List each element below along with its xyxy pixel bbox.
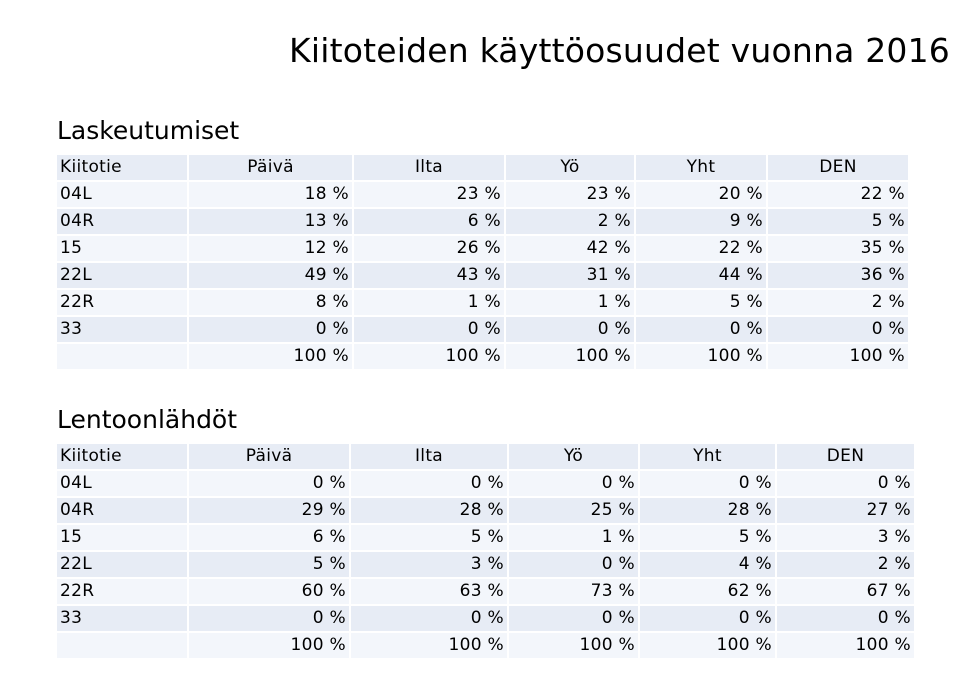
runway-cell: 15 (57, 525, 187, 552)
column-header: Yö (506, 155, 634, 182)
share-cell: 2 % (777, 552, 914, 579)
share-cell: 100 % (640, 633, 775, 660)
runway-cell: 33 (57, 317, 187, 344)
share-cell: 5 % (351, 525, 507, 552)
share-cell: 0 % (509, 606, 638, 633)
page-title: Kiitoteiden käyttöosuudet vuonna 2016 (289, 31, 950, 70)
runway-cell: 22R (57, 579, 187, 606)
share-cell: 100 % (636, 344, 766, 371)
share-cell: 0 % (768, 317, 908, 344)
share-cell: 0 % (189, 317, 352, 344)
share-cell: 100 % (768, 344, 908, 371)
share-cell: 25 % (509, 498, 638, 525)
share-cell: 100 % (506, 344, 634, 371)
share-cell: 0 % (640, 606, 775, 633)
share-cell: 18 % (189, 182, 352, 209)
landings-header-row (57, 155, 908, 182)
takeoffs-table-body (57, 444, 914, 660)
column-header: Yht (636, 155, 766, 182)
share-cell: 13 % (189, 209, 352, 236)
share-cell: 28 % (640, 498, 775, 525)
share-cell: 1 % (509, 525, 638, 552)
share-cell: 73 % (509, 579, 638, 606)
share-cell: 2 % (506, 209, 634, 236)
takeoffs-heading: Lentoonlähdöt (57, 405, 238, 434)
share-cell: 22 % (768, 182, 908, 209)
share-cell: 6 % (189, 525, 349, 552)
share-cell: 0 % (636, 317, 766, 344)
column-header: DEN (777, 444, 914, 471)
share-cell: 5 % (640, 525, 775, 552)
runway-cell (57, 633, 187, 660)
share-cell: 5 % (768, 209, 908, 236)
share-cell: 0 % (189, 606, 349, 633)
share-cell: 1 % (354, 290, 504, 317)
column-header: Ilta (354, 155, 504, 182)
column-header: Päivä (189, 155, 352, 182)
share-cell: 67 % (777, 579, 914, 606)
share-cell: 0 % (509, 471, 638, 498)
share-cell: 5 % (189, 552, 349, 579)
share-cell: 0 % (640, 471, 775, 498)
table-row (57, 290, 908, 317)
share-cell: 9 % (636, 209, 766, 236)
share-cell: 0 % (777, 606, 914, 633)
share-cell: 6 % (354, 209, 504, 236)
share-cell: 23 % (506, 182, 634, 209)
share-cell: 0 % (351, 606, 507, 633)
runway-cell: 22L (57, 263, 187, 290)
share-cell: 4 % (640, 552, 775, 579)
share-cell: 100 % (189, 344, 352, 371)
share-cell: 27 % (777, 498, 914, 525)
share-cell: 8 % (189, 290, 352, 317)
column-header: Ilta (351, 444, 507, 471)
landings-table-body (57, 155, 908, 371)
share-cell: 100 % (509, 633, 638, 660)
share-cell: 42 % (506, 236, 634, 263)
share-cell: 44 % (636, 263, 766, 290)
table-row (57, 236, 908, 263)
share-cell: 31 % (506, 263, 634, 290)
column-header: Päivä (189, 444, 349, 471)
share-cell: 100 % (351, 633, 507, 660)
share-cell: 60 % (189, 579, 349, 606)
runway-cell: 15 (57, 236, 187, 263)
table-row (57, 263, 908, 290)
share-cell: 0 % (506, 317, 634, 344)
runway-cell: 33 (57, 606, 187, 633)
share-cell: 100 % (189, 633, 349, 660)
table-row (57, 209, 908, 236)
column-header: DEN (768, 155, 908, 182)
runway-cell: 04L (57, 471, 187, 498)
share-cell: 28 % (351, 498, 507, 525)
share-cell: 100 % (777, 633, 914, 660)
share-cell: 3 % (777, 525, 914, 552)
column-header: Kiitotie (57, 444, 187, 471)
share-cell: 0 % (351, 471, 507, 498)
takeoffs-table (55, 444, 916, 660)
share-cell: 0 % (189, 471, 349, 498)
table-row (57, 471, 914, 498)
share-cell: 62 % (640, 579, 775, 606)
table-row (57, 182, 908, 209)
table-row (57, 525, 914, 552)
share-cell: 1 % (506, 290, 634, 317)
column-header: Yö (509, 444, 638, 471)
column-header: Kiitotie (57, 155, 187, 182)
runway-cell: 04L (57, 182, 187, 209)
share-cell: 5 % (636, 290, 766, 317)
table-row (57, 552, 914, 579)
runway-cell: 22R (57, 290, 187, 317)
share-cell: 36 % (768, 263, 908, 290)
share-cell: 20 % (636, 182, 766, 209)
landings-heading: Laskeutumiset (57, 116, 240, 145)
share-cell: 43 % (354, 263, 504, 290)
share-cell: 49 % (189, 263, 352, 290)
share-cell: 35 % (768, 236, 908, 263)
table-row (57, 498, 914, 525)
share-cell: 3 % (351, 552, 507, 579)
landings-table (55, 155, 910, 371)
runway-cell: 04R (57, 498, 187, 525)
runway-cell (57, 344, 187, 371)
share-cell: 100 % (354, 344, 504, 371)
column-header: Yht (640, 444, 775, 471)
table-row (57, 579, 914, 606)
table-row (57, 344, 908, 371)
takeoffs-header-row (57, 444, 914, 471)
runway-cell: 22L (57, 552, 187, 579)
table-row (57, 633, 914, 660)
share-cell: 2 % (768, 290, 908, 317)
share-cell: 12 % (189, 236, 352, 263)
share-cell: 0 % (777, 471, 914, 498)
share-cell: 63 % (351, 579, 507, 606)
share-cell: 29 % (189, 498, 349, 525)
share-cell: 22 % (636, 236, 766, 263)
share-cell: 0 % (509, 552, 638, 579)
table-row (57, 317, 908, 344)
share-cell: 23 % (354, 182, 504, 209)
table-row (57, 606, 914, 633)
runway-cell: 04R (57, 209, 187, 236)
share-cell: 26 % (354, 236, 504, 263)
share-cell: 0 % (354, 317, 504, 344)
